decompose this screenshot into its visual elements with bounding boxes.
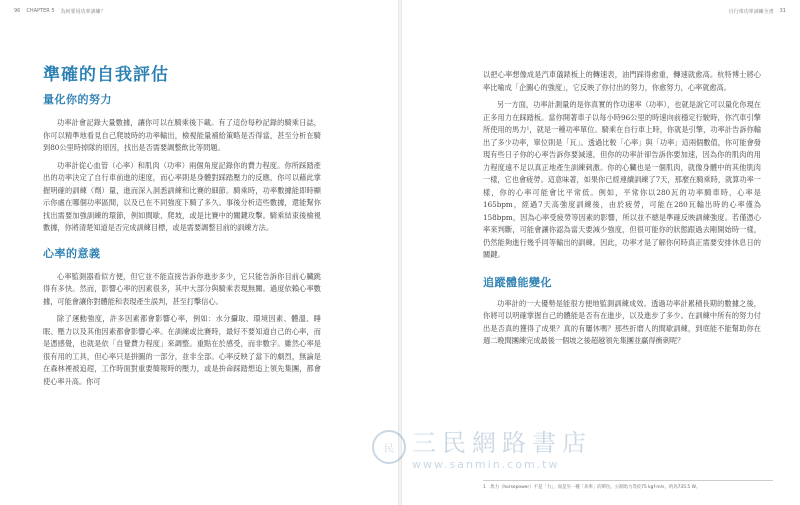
subheading-heart-rate-meaning: 心率的意義 [43, 246, 101, 260]
chapter-label: CHAPTER 5 [26, 8, 55, 14]
watermark-seal: 民 [372, 430, 406, 464]
right-page-content [483, 69, 761, 353]
section-title: 準確的自我評估 [43, 65, 169, 85]
paragraph: 功率計的一大優勢是能很方便地監測訓練成效。透過功率計累積長期的數據之後，你將可以明確掌握自己的體能是否有在進步，以及進步了多少。在訓練中所有的努力付出是否真的獲得了成果？真的有屢休嗎？那些折磨人的間歇訓練，到底能不能幫助你在週二晚間團練完成最後一個坡之後超越領先集團並贏得衝刺呢？ [483, 298, 761, 345]
right-running-head [729, 8, 786, 15]
watermark-name: 三民網路書店 [412, 429, 592, 457]
book-title: 自行車功率訓練全書 [728, 9, 774, 15]
right-page [401, 0, 800, 505]
paragraph: 功率計會記錄大量數據，讓你可以在騎乘後下載。有了這份每秒記錄的騎乘日誌，你可以精準地看見自己爬坡時的功率輸出，檢視能量補給策略是否得當，甚至分析在騎到80公里時掉隊的原因，找出是否需要調整飲比等問題。 [43, 118, 321, 152]
paragraph: 功率計從心血管（心率）和肌肉（功率）兩個角度記錄你的費力程度。你所踩踏產出的功率決定了自行車前進的速度，而心率則是身體對踩踏壓力的反應，你可以藉此掌握明確的訓練（劑）量，進而深入洞悉訓練和比賽的細節。騎乘時，功率數據能即時顯示你處在哪個功率區間，以及已在不同強度下騎了多久。事後分析這些數據，還能幫你找出需要加強訓練的環節，例如間歇、爬坡，或是比賽中的關鍵攻擊。騎乘結束後檢視數據，你將清楚知道是否完成訓練目標，或是需要調整目前的訓練方法。 [43, 160, 321, 232]
paragraph: 除了運動強度，許多因素都會影響心率，例如：水分攝取、環境因素、體溫、睡眠、壓力以及其他因素都會影響心率。在訓練或比賽時，最好不要知道自己的心率，而是憑感覺，也就是依「自覺費力程度」來調整。重點在於感受，而非數字。雖然心率是很有用的工具，但心率只是拼圖的一部分，並非全部。心率反映了當下的劇烈，無論是在森林裡被追趕，工作時面對重要簡報時的壓力，或是拚命踩踏想追上領先集團，都會使心率升高。你可 [43, 314, 321, 386]
chapter-title: 為何要用功率訓練？ [60, 9, 106, 15]
left-page-content [43, 60, 321, 393]
right-page-number: 31 [779, 8, 786, 14]
paragraph: 另一方面，功率計測量的是你真實的作功速率（功率），也就是說它可以量化你現在正多用力在踩踏板。當你開著車子以每小時96公里的時速向前穩定行駛時，你汽車引擎所使用的馬力¹，就是一種功率單位。騎乘在自行車上時，你就是引擎，功率計告訴你輸出了多少功率，單位則是「瓦」。透過比較「心率」與「功率」這兩個數值，你可能會發現有些日子你的心率告訴你要減速，但你的功率計卻告訴你要加速，因為你的肌肉的用力程度遠不足以真正地產生訓練刺激。你的心臟也是一個肌肉，就像身體中的其他肌肉一樣，它也會疲勞。這意味著，如果你已經連續訓練了7天，那麼在騎乘時，就算功率一樣，你的心率可能會比平常低。例如，平常你以280瓦的功率騎車時，心率是165bpm，經過7天高強度訓練後，由於疲勞，可能在280瓦輸出時的心率僅為158bpm，因為心率受疲勞等因素的影響，所以並不總是準確反映訓練強度。若僅憑心率來判斷，可能會讓你認為當天要減少強度，但很可能你的狀態跟過去剛開始時一樣，仍然能夠進行幾乎同等輸出的訓練。因此，功率才是了解你何時真正需要安排休息日的關鍵。 [483, 100, 761, 259]
paragraph: 以把心率想像成是汽車儀錶板上的轉速表，油門踩得愈重，轉速就愈高。杭特博士將心率比喻成「企圖心的強度」，它反映了你付出的努力，你愈努力，心率就愈高。 [483, 70, 761, 92]
left-page-number: 96 [14, 8, 21, 14]
paragraph: 心率監測器看似方便，但它並不能直接告訴你進步多少，它只能告訴你目前心臟跳得有多快。然而，影響心率的因素很多，其中大部分與騎乘表現無關。過度依賴心率數據，可能會讓你對體能和表現產生誤判，甚至打擊信心。 [43, 271, 321, 306]
subheading-quantify-effort: 量化你的努力 [43, 93, 112, 106]
watermark-url: www.sanmin.com.tw [412, 458, 560, 471]
left-page [0, 0, 399, 505]
subheading-track-fitness: 追蹤體能變化 [483, 275, 552, 289]
footnote: 1 馬力（horsepower）不是「力」，而是另一種「功率」的單位。公制馬力等於75 kgf·m/s，約為735.5 W。 [483, 480, 773, 490]
left-running-head [14, 8, 106, 15]
